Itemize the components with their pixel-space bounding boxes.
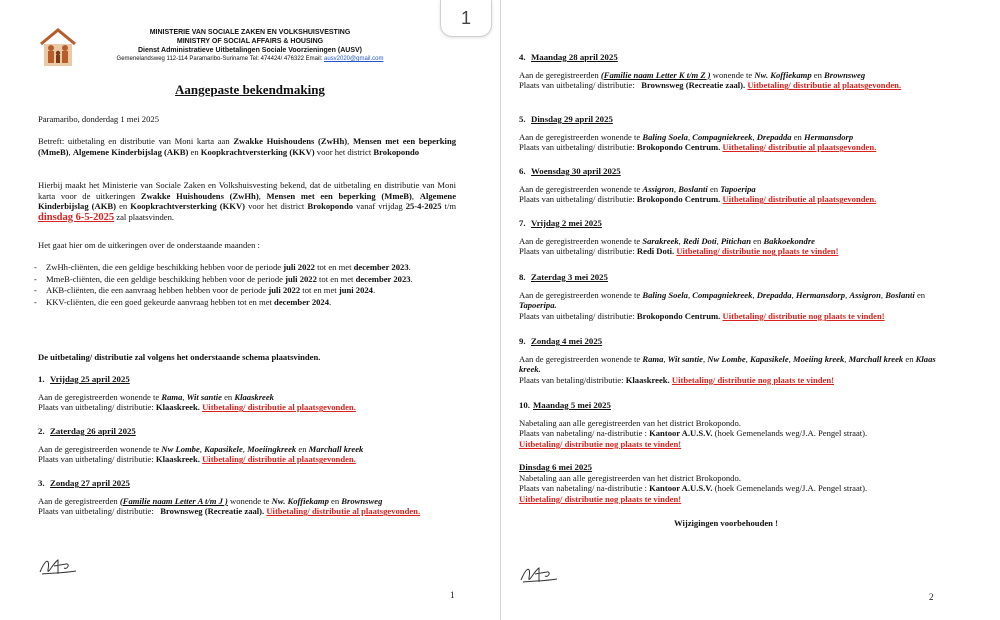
- schedule-date: Maandag 28 april 2025: [531, 52, 618, 62]
- end-date-highlight: dinsdag 6-5-2025: [38, 211, 115, 223]
- intro-paragraph: Hierbij maakt het Ministerie van Sociale Zaken en Volkshuisvesting bekend, dat de uitbetaling en distributie van Moni karta voor de uitkeringen Zwakke Huishoudens (ZwHh), Mensen met een beperking (MmeB), Algemene Kinderbijslag (AKB) en Koopkrachtversterking (KKV) voor het district Brokopondo vanaf vrijdag 25-4-2025 t/m dinsdag 6-5-2025 zal plaatsvinden.: [38, 180, 457, 223]
- schedule-date: Zondag 27 april 2025: [50, 478, 130, 488]
- closing-note: Wijzigingen voorbehouden !: [674, 518, 778, 528]
- list-item: - KKV-cliënten, die een goed gekeurde aanvraag hebben tot en met december 2024.: [34, 296, 332, 307]
- date-line: Paramaribo, donderdag 1 mei 2025: [38, 114, 159, 124]
- schedule-date: Zaterdag 3 mei 2025: [531, 272, 608, 282]
- schedule-item-9: 9. Zondag 4 mei 2025 Aan de geregistreerden wonende te Rama, Wit santie, Nw Lombe, Kapasikele, Moeiing kreek, Marchall kreek en Klaas kreek. Plaats van betaling/distributie: Klaaskreek. Uitbetaling/ distributie nog plaats te vinden!: [519, 336, 936, 385]
- schedule-date: Zaterdag 26 april 2025: [50, 426, 136, 436]
- page-number: 2: [929, 592, 934, 602]
- status-label: Uitbetaling/ distributie nog plaats te vinden!: [676, 246, 839, 257]
- schedule-date: Woensdag 30 april 2025: [531, 166, 621, 176]
- schedule-item-1: 1. Vrijdag 25 april 2025 Aan de geregistreerden wonende te Rama, Wit santie en Klaaskreek Plaats van uitbetaling/ distributie: Klaaskreek. Uitbetaling/ distributie al plaatsgevonden.: [38, 374, 356, 413]
- schedule-date: Maandag 5 mei 2025: [533, 400, 611, 410]
- schedule-item-2: 2. Zaterdag 26 april 2025 Aan de geregistreerden wonende te Nw Lombe, Kapasikele, Moeiingkreek en Marchall kreek Plaats van uitbetaling/ distributie: Klaaskreek. Uitbetaling/ distributie al plaatsgevonden.: [38, 426, 364, 465]
- status-label: Uitbetaling/ distributie nog plaats te vinden!: [519, 493, 682, 504]
- signature-icon: [38, 554, 78, 578]
- schedule-item-11: Dinsdag 6 mei 2025 Nabetaling aan alle geregistreerden van het district Brokopondo. Plaats van nabetaling/ na-distributie : Kantoor A.U.S.V. (hoek Gemenelands weg/J.A. Pengel straat). Uitbetaling/ distributie nog plaats te vinden!: [519, 462, 868, 504]
- signature-icon: [519, 562, 559, 586]
- status-label: Uitbetaling/ distributie nog plaats te vinden!: [519, 438, 682, 449]
- schedule-date: Vrijdag 2 mei 2025: [531, 218, 602, 228]
- department-name: Dienst Administratieve Uitbetalingen Sociale Voorzieningen (AUSV): [137, 47, 363, 54]
- schedule-item-5: 5. Dinsdag 29 april 2025 Aan de geregistreerden wonende te Baling Soela, Compagniekreek, Drepadda en Hermansdorp Plaats van uitbetaling/ distributie: Brokopondo Centrum. Uitbetaling/ distributie al plaatsgevonden.: [519, 114, 877, 153]
- schedule-date: Vrijdag 25 april 2025: [50, 374, 130, 384]
- page-indicator-tab[interactable]: 1: [440, 0, 492, 37]
- subject-paragraph: Betreft: uitbetaling en distributie van Moni karta aan Zwakke Huishoudens (ZwHh), Mensen met een beperking (MmeB), Algemene Kinderbijslag (AKB) en Koopkrachtversterking (KKV) voor het district Brokopondo: [38, 136, 457, 157]
- schedule-date: Dinsdag 29 april 2025: [531, 114, 613, 124]
- status-label: Uitbetaling/ distributie al plaatsgevonden.: [722, 142, 877, 153]
- document-title: Aangepaste bekendmaking: [175, 82, 325, 97]
- schedule-item-3: 3. Zondag 27 april 2025 Aan de geregistreerden (Familie naam Letter A t/m J ) wonende te Nw. Koffiekamp en Brownsweg Plaats van uitbetaling/ distributie: Brownsweg (Recreatie zaal). Uitbetaling/ distributie al plaatsgevonden.: [38, 478, 421, 517]
- ministry-name-nl: MINISTERIE VAN SOCIALE ZAKEN EN VOLKSHUISVESTING: [149, 29, 351, 36]
- status-label: Uitbetaling/ distributie al plaatsgevonden.: [266, 506, 421, 517]
- email-link[interactable]: ausv2020@gmail.com: [324, 56, 384, 62]
- ministry-name-en: MINISTRY OF SOCIAL AFFAIRS & HOUSING: [176, 38, 324, 45]
- contact-line: Gemenelandsweg 112-114 Paramaribo-Suriname Tel: 474424/ 476322 Email: ausv2020@gmail.com: [116, 56, 384, 62]
- schema-heading: De uitbetaling/ distributie zal volgens het onderstaande schema plaatsvinden.: [38, 352, 321, 362]
- list-item: - MmeB-cliënten, die een geldige beschikking hebben voor de periode juli 2022 tot en met december 2023.: [34, 273, 413, 284]
- status-label: Uitbetaling/ distributie al plaatsgevonden.: [722, 194, 877, 205]
- benefits-list: [34, 262, 456, 307]
- schedule-item-8: 8. Zaterdag 3 mei 2025 Aan de geregistreerden wonende te Baling Soela, Compagniekreek, Drepadda, Hermansdorp, Assigron, Boslanti en Tapoeripa. Plaats van uitbetaling/ distributie: Brokopondo Centrum. Uitbetaling/ distributie nog plaats te vinden!: [519, 272, 926, 321]
- schedule-item-7: 7. Vrijdag 2 mei 2025 Aan de geregistreerden wonende te Sarakreek, Redi Doti, Pitichan en Bakkoekondre Plaats van uitbetaling/ distributie: Redi Doti. Uitbetaling/ distributie nog plaats te vinden!: [519, 218, 839, 257]
- list-item: - AKB-cliënten, die een aanvraag hebben hebben voor de periode juli 2022 tot en met juni 2024.: [34, 285, 376, 296]
- months-intro: Het gaat hier om de uitkeringen over de onderstaande maanden :: [38, 240, 260, 250]
- status-label: Uitbetaling/ distributie nog plaats te vinden!: [722, 310, 885, 321]
- schedule-item-6: 6. Woensdag 30 april 2025 Aan de geregistreerden wonende te Assigron, Boslanti en Tapoeripa Plaats van uitbetaling/ distributie: Brokopondo Centrum. Uitbetaling/ distributie al plaatsgevonden.: [519, 166, 877, 205]
- status-label: Uitbetaling/ distributie nog plaats te vinden!: [671, 374, 834, 385]
- schedule-date: Zondag 4 mei 2025: [531, 336, 603, 346]
- status-label: Uitbetaling/ distributie al plaatsgevonden.: [202, 454, 356, 465]
- letterhead: [80, 28, 420, 63]
- schedule-item-4: 4. Maandag 28 april 2025 Aan de geregistreerden (Familie naam Letter K t/m Z ) wonende te Nw. Koffiekamp en Brownsweg Plaats van uitbetaling/ distributie: Brownsweg (Recreatie zaal). Uitbetaling/ distributie al plaatsgevonden.: [519, 52, 902, 91]
- schedule-item-10: 10. Maandag 5 mei 2025 Nabetaling aan alle geregistreerden van het district Brokopondo. Plaats van nabetaling/ na-distributie : Kantoor A.U.S.V. (hoek Gemenelands weg/J.A. Pengel straat). Uitbetaling/ distributie nog plaats te vinden!: [519, 400, 868, 449]
- list-item: - ZwHh-cliënten, die een geldige beschikking hebben voor de periode juli 2022 tot en met december 2023.: [34, 262, 411, 272]
- schedule-date: Dinsdag 6 mei 2025: [519, 462, 593, 472]
- status-label: Uitbetaling/ distributie al plaatsgevonden.: [202, 402, 356, 413]
- page-number: 1: [450, 590, 455, 600]
- ministry-logo-icon: [38, 26, 78, 68]
- document-page-2: [500, 0, 1000, 620]
- status-label: Uitbetaling/ distributie al plaatsgevonden.: [747, 80, 902, 91]
